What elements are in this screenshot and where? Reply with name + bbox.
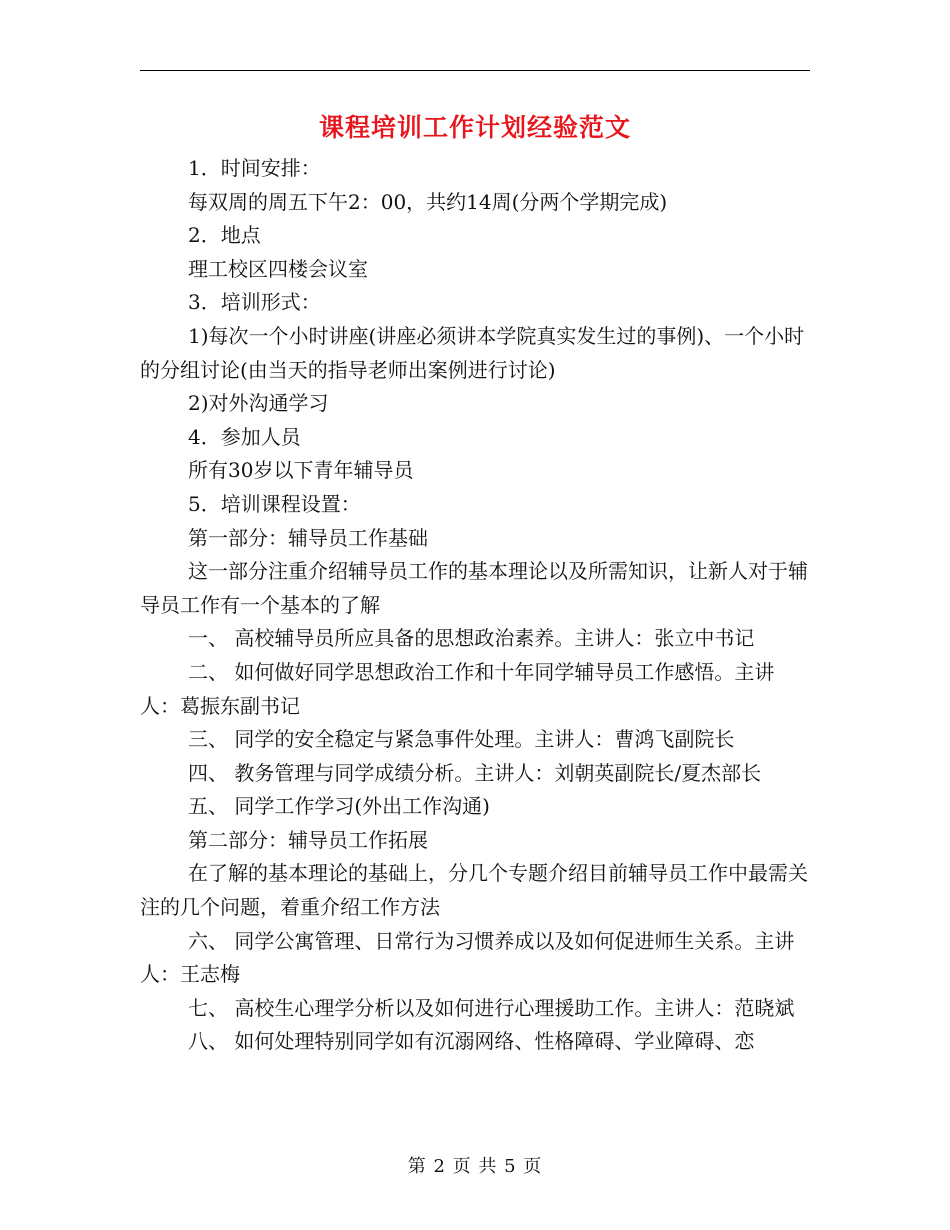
paragraph: 四、 教务管理与同学成绩分析。主讲人：刘朝英副院长/夏杰部长 [188, 760, 762, 785]
paragraph: 八、 如何处理特别同学如有沉溺网络、性格障碍、学业障碍、恋 [188, 1029, 755, 1054]
paragraph: 5．培训课程设置： [188, 491, 361, 516]
paragraph: 五、 同学工作学习(外出工作沟通) [188, 794, 490, 819]
paragraph: 六、 同学公寓管理、日常行为习惯养成以及如何促进师生关系。主讲人：王志梅 [140, 928, 795, 987]
paragraph: 一、 高校辅导员所应具备的思想政治素养。主讲人：张立中书记 [188, 626, 755, 651]
document-body [140, 152, 812, 1059]
paragraph: 这一部分注重介绍辅导员工作的基本理论以及所需知识，让新人对于辅导员工作有一个基本的了解 [140, 559, 808, 617]
paragraph: 三、 同学的安全稳定与紧急事件处理。主讲人：曹鸿飞副院长 [188, 727, 735, 752]
paragraph: 1)每次一个小时讲座(讲座必须讲本学院真实发生过的事例)、一个小时的分组讨论(由当天的指导老师出案例进行讨论) [140, 323, 805, 382]
document-title: 课程培训工作计划经验范文 [318, 113, 631, 142]
header-rule [140, 70, 810, 71]
paragraph: 3．培训形式： [188, 290, 321, 315]
paragraph: 二、 如何做好同学思想政治工作和十年同学辅导员工作感悟。主讲人：葛振东副书记 [140, 659, 775, 718]
paragraph: 第二部分：辅导员工作拓展 [188, 827, 428, 852]
paragraph: 所有30岁以下青年辅导员 [188, 458, 414, 483]
paragraph: 七、 高校生心理学分析以及如何进行心理援助工作。主讲人：范晓斌 [188, 995, 795, 1020]
page-footer: 第 2 页 共 5 页 [407, 1156, 543, 1177]
paragraph: 第一部分：辅导员工作基础 [188, 525, 428, 550]
paragraph: 4．参加人员 [188, 424, 301, 449]
paragraph: 1．时间安排： [188, 156, 321, 180]
paragraph: 每双周的周五下午2：00，共约14周(分两个学期完成) [188, 189, 668, 214]
paragraph: 理工校区四楼会议室 [188, 256, 368, 281]
paragraph: 在了解的基本理论的基础上，分几个专题介绍目前辅导员工作中最需关注的几个问题，着重介绍工作方法 [140, 861, 808, 920]
paragraph: 2．地点 [188, 223, 261, 248]
paragraph: 2)对外沟通学习 [188, 391, 329, 416]
